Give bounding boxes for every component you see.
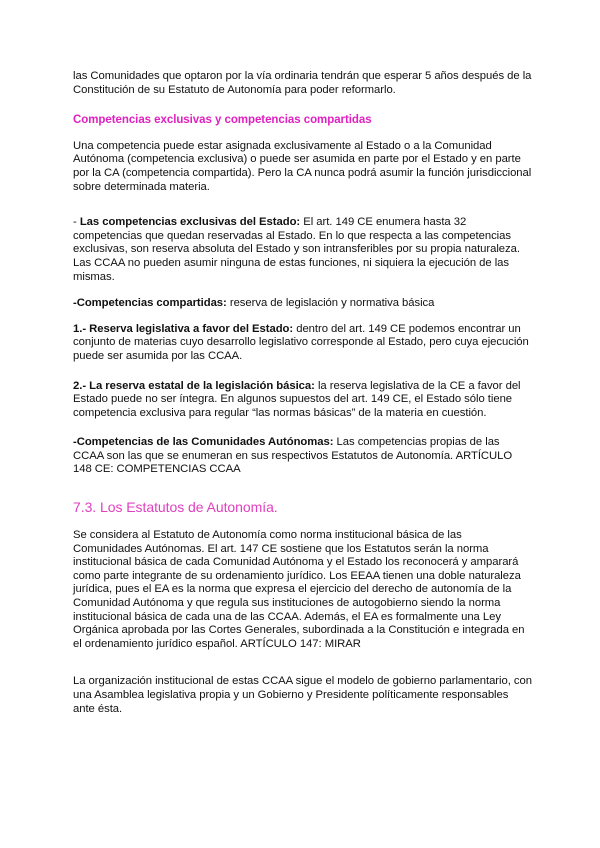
exclusivas-text: El art. 149 CE enumera hasta 32 competencias que quedan reservadas al Estado. En lo que respecta a las competencias exclusivas, son reserva absoluta del Estado y son intransferibles por su propia naturaleza. Las CCAA no pueden asumir ninguna de estas funciones, ni siquiera la ejecución de las mismas. (73, 216, 520, 283)
compartidas-label: -Competencias compartidas: (73, 297, 227, 310)
reserva-legislativa-text: dentro del art. 149 CE podemos encontrar un conjunto de materias cuyo desarrollo legislativo corresponde al Estado, pero cuya ejecución puede ser asumida por las CCAA. (73, 322, 529, 362)
paragraph-exclusivas (73, 216, 533, 284)
section-heading-competencias: Competencias exclusivas y competencias compartidas (73, 114, 372, 127)
paragraph-reserva-basica (73, 380, 533, 421)
ccaa-text: Las competencias propias de las CCAA son las que se enumeran en sus respectivos Estatutos de Autonomía. ARTÍCULO 148 CE: COMPETENCIAS CCAA (73, 436, 513, 476)
paragraph-competencia-definition: Una competencia puede estar asignada exclusivamente al Estado o a la Comunidad Autónoma (competencia exclusiva) o puede ser asumida en parte por el Estado y en parte por la CA (competencia compartida). Pero la CA nunca podrá asumir la función jurisdiccional sobre determinada materia. (73, 139, 532, 193)
section-heading-estatutos: 7.3. Los Estatutos de Autonomía. (73, 499, 278, 516)
exclusivas-label: Las competencias exclusivas del Estado: (79, 216, 301, 229)
ccaa-label: -Competencias de las Comunidades Autónomas: (73, 436, 334, 449)
reserva-basica-label: 2.- La reserva estatal de la legislación básica: (73, 379, 315, 392)
paragraph-estatuto: Se considera al Estatuto de Autonomía como norma institucional básica de las Comunidades Autónomas. El art. 147 CE sostiene que los Estatutos serán la norma institucional básica de cada Comunidad Autónoma y el Estado los reconocerá y amparará como parte integrante de su ordenamiento jurídico. Los EEAA tienen una doble naturaleza jurídica, pues el EA es la norma que expresa el ejercicio del derecho de autonomía de la Comunidad Autónoma y que regula sus instituciones de autogobierno siendo la norma institucional básica de cada una de las CCAA. Además, el EA es formalmente una Ley Orgánica aprobada por las Cortes Generales, subordinada a la Constitución e integrada en el ordenamiento jurídico español. ARTÍCULO 147: MIRAR (73, 529, 525, 650)
paragraph-ccaa (73, 436, 533, 477)
exclusivas-dash: - (73, 216, 80, 229)
intro-paragraph: las Comunidades que optaron por la vía ordinaria tendrán que esperar 5 años después de la Constitución de su Estatuto de Autonomía para poder reformarlo. (73, 70, 532, 96)
reserva-legislativa-label: 1.- Reserva legislativa a favor del Estado: (73, 322, 294, 335)
paragraph-compartidas (73, 297, 533, 311)
paragraph-reserva-legislativa (73, 323, 533, 364)
reserva-basica-text: la reserva legislativa de la CE a favor del Estado puede no ser íntegra. En algunos supuestos del art. 149 CE, el Estado sólo tiene competencia exclusiva para regular “las normas básicas” de la materia en cuestión. (73, 379, 521, 419)
compartidas-text: reserva de legislación y normativa básica (226, 297, 435, 310)
document-page (73, 70, 533, 716)
paragraph-organizacion: La organización institucional de estas CCAA sigue el modelo de gobierno parlamentario, con una Asamblea legislativa propia y un Gobierno y Presidente políticamente responsables ante ésta. (73, 675, 532, 715)
